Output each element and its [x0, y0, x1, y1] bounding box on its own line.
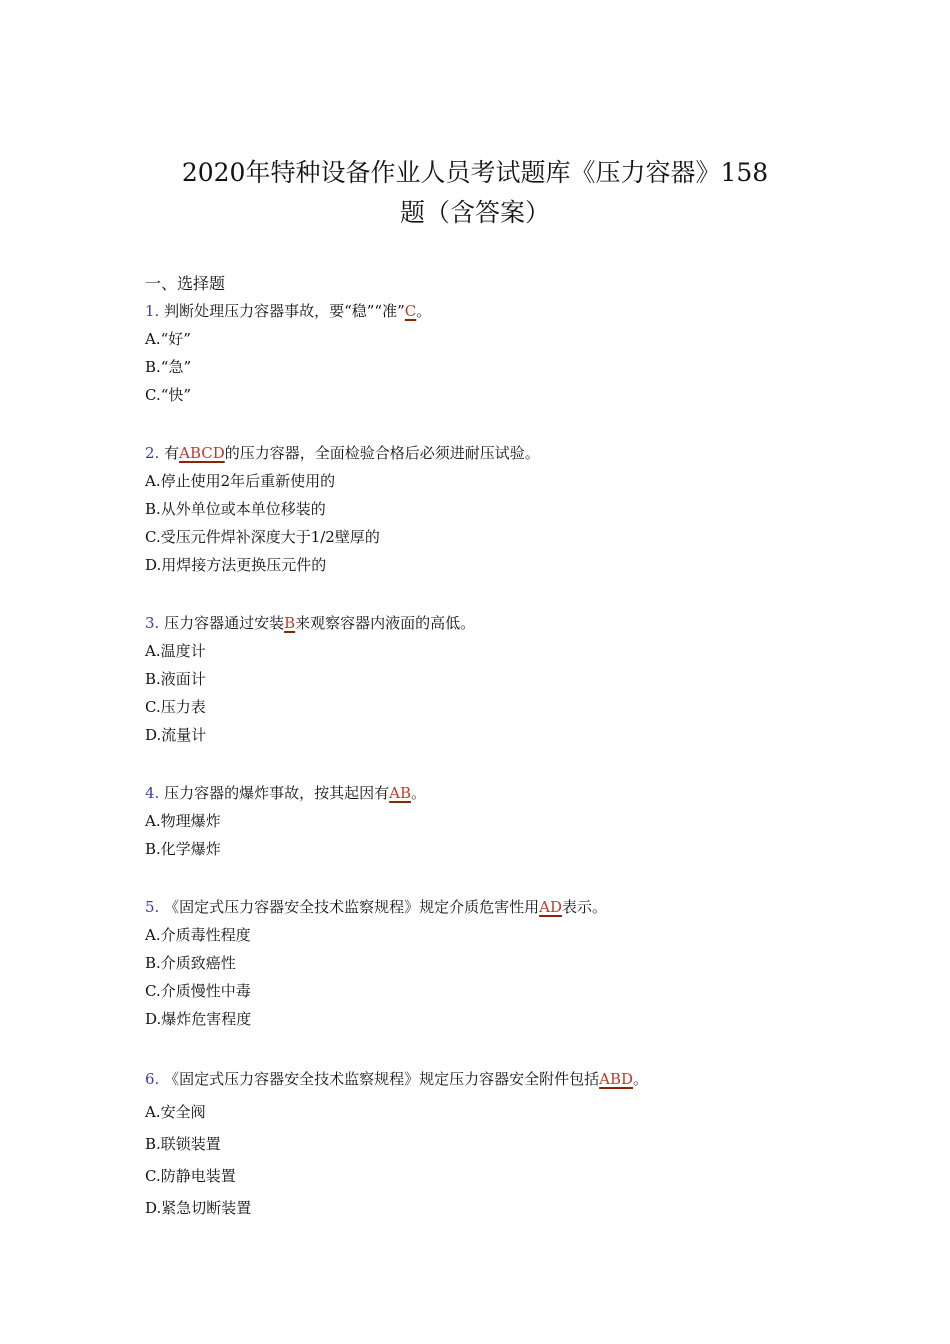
question-number: 6.: [145, 1070, 160, 1088]
answer: ABCD: [179, 444, 225, 462]
question-5: [145, 896, 607, 918]
question-text-tail: 来观察容器内液面的高低。: [295, 614, 476, 632]
answer: AD: [539, 898, 562, 916]
question-1: [145, 300, 431, 322]
answer: ABD: [599, 1070, 633, 1088]
option: B.化学爆炸: [145, 840, 221, 858]
option: D.流量计: [145, 726, 207, 744]
question-number: 1.: [145, 302, 160, 320]
question-text-tail: 表示。: [561, 898, 607, 916]
question-text-tail: 的压力容器，全面检验合格后必须进耐压试验。: [224, 444, 540, 462]
question-text: 压力容器通过安装: [164, 614, 285, 632]
option: A.物理爆炸: [145, 812, 221, 830]
option: B.液面计: [145, 670, 206, 688]
question-text-tail: 。: [410, 784, 426, 802]
question-text: 压力容器的爆炸事故，按其起因有: [164, 784, 390, 802]
question-4: [145, 782, 426, 804]
question-3: [145, 612, 475, 634]
option: B.介质致癌性: [145, 954, 236, 972]
option: D.用焊接方法更换压元件的: [145, 556, 327, 574]
question-text: 《固定式压力容器安全技术监察规程》规定介质危害性用: [164, 898, 540, 916]
question-text-tail: 。: [416, 302, 432, 320]
question-number: 2.: [145, 444, 160, 462]
question-2: [145, 442, 540, 464]
option: B.从外单位或本单位移装的: [145, 500, 326, 518]
option: D.紧急切断装置: [145, 1199, 252, 1217]
option: B.联锁装置: [145, 1135, 221, 1153]
question-number: 4.: [145, 784, 160, 802]
option: B.“急”: [145, 358, 192, 376]
option: C.压力表: [145, 698, 206, 716]
question-text: 判断处理压力容器事故，要“稳”“准”: [164, 302, 405, 320]
option: A.安全阀: [145, 1103, 206, 1121]
question-text: 有: [164, 444, 180, 462]
question-6: [145, 1068, 648, 1090]
option: D.爆炸危害程度: [145, 1010, 252, 1028]
option: A.“好”: [145, 330, 191, 348]
page-title-line-2: 题（含答案）: [399, 198, 550, 227]
question-number: 3.: [145, 614, 160, 632]
question-number: 5.: [145, 898, 160, 916]
answer: C: [404, 302, 417, 320]
option: C.防静电装置: [145, 1167, 236, 1185]
answer: AB: [389, 784, 411, 802]
option: C.“快”: [145, 386, 192, 404]
answer: B: [284, 614, 296, 632]
option: A.停止使用2年后重新使用的: [145, 472, 336, 490]
page-title-line-1: 2020年特种设备作业人员考试题库《压力容器》158: [181, 158, 769, 187]
option: A.温度计: [145, 642, 206, 660]
option: C.受压元件焊补深度大于1/2壁厚的: [145, 528, 380, 546]
option: C.介质慢性中毒: [145, 982, 251, 1000]
section-heading: 一、选择题: [145, 274, 226, 293]
question-text-tail: 。: [633, 1070, 649, 1088]
question-text: 《固定式压力容器安全技术监察规程》规定压力容器安全附件包括: [164, 1070, 600, 1088]
option: A.介质毒性程度: [145, 926, 251, 944]
